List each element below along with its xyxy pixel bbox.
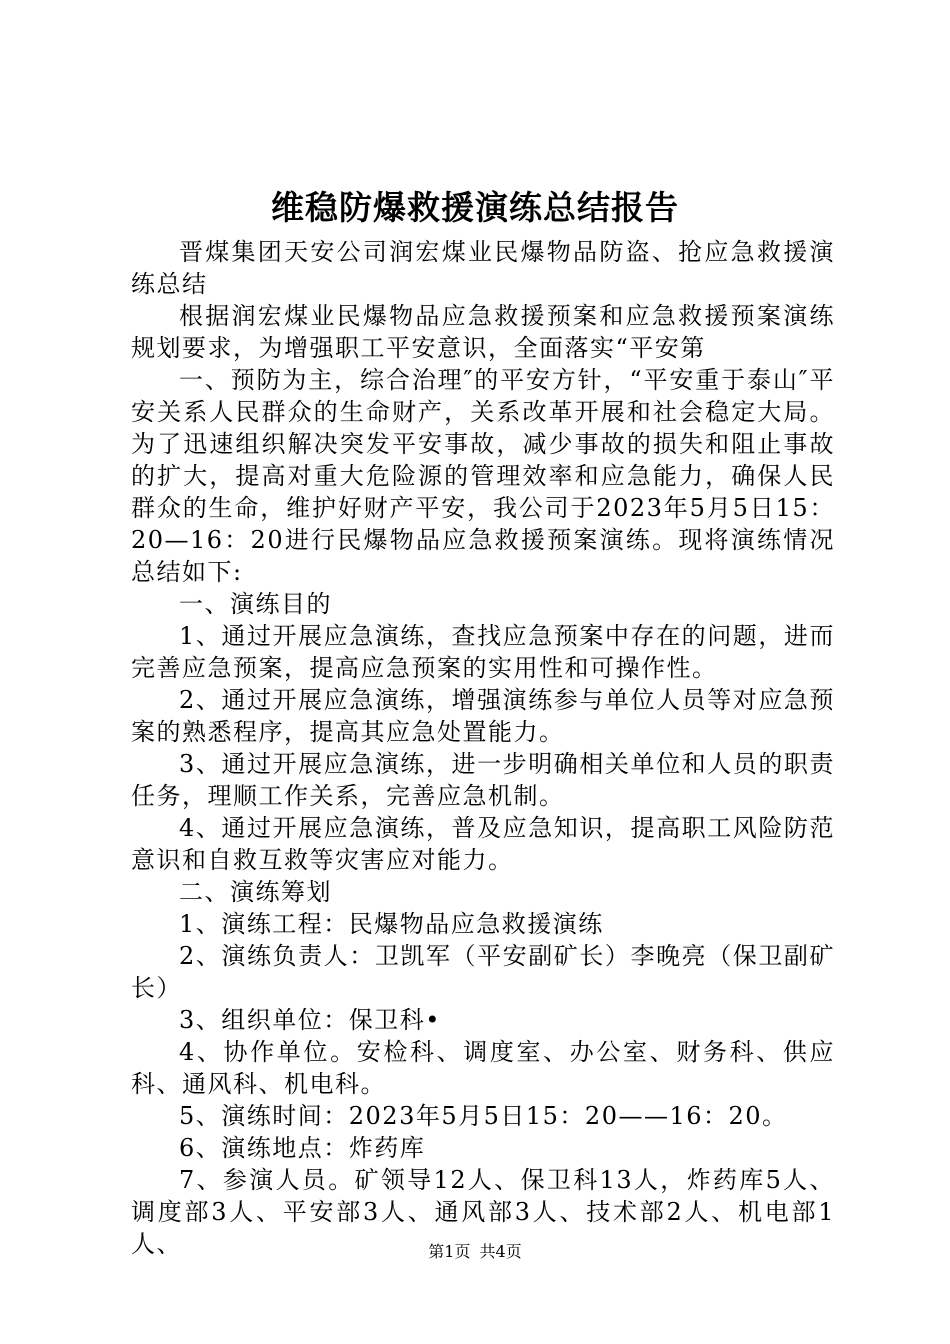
planning-item-7: 7、参演人员。矿领导12人、保卫科13人，炸药库5人、调度部3人、平安部3人、通风部3人、技术部2人、机电部1人、 [131,1166,835,1258]
page-title: 维稳防爆救援演练总结报告 [271,188,679,227]
page-footer [0,1240,950,1264]
purpose-item-1: 1、通过开展应急演练，查找应急预案中存在的问题，进而完善应急预案，提高应急预案的实用性和可操作性。 [131,622,835,682]
planning-item-6: 6、演练地点：炸药库 [179,1134,426,1162]
paragraph-basis: 根据润宏煤业民爆物品应急救援预案和应急救援预案演练规划要求，为增强职工平安意识，全面落实“平安第 [131,302,835,362]
planning-item-5: 5、演练时间：2023年5月5日15：20——16：20。 [179,1102,788,1130]
planning-item-1: 1、演练工程：民爆物品应急救援演练 [179,910,604,938]
planning-item-3: 3、组织单位：保卫科• [179,1006,441,1034]
page-number: 第1页 [428,1242,471,1261]
purpose-item-2: 2、通过开展应急演练，增强演练参与单位人员等对应急预案的熟悉程序，提高其应急处置能力。 [131,686,835,746]
document-body [131,236,835,1260]
purpose-item-3: 3、通过开展应急演练，进一步明确相关单位和人员的职责任务，理顺工作关系，完善应急机制。 [131,750,835,810]
paragraph-intro: 晋煤集团天安公司润宏煤业民爆物品防盗、抢应急救援演练总结 [131,238,835,298]
section-heading-purpose: 一、演练目的 [179,590,332,618]
section-heading-planning: 二、演练筹划 [179,878,332,906]
planning-item-2: 2、演练负责人：卫凯军（平安副矿长）李晚亮（保卫副矿长） [131,942,835,1002]
planning-item-4: 4、协作单位。安检科、调度室、办公室、财务科、供应科、通风科、机电科。 [131,1038,835,1098]
page-total: 共4页 [479,1242,522,1261]
paragraph-background: 一、预防为主，综合治理″的平安方针，“平安重于泰山″平安关系人民群众的生命财产，关系改革开展和社会稳定大局。为了迅速组织解决突发平安事故，减少事故的损失和阻止事故的扩大，提高对重大危险源的管理效率和应急能力，确保人民群众的生命，维护好财产平安，我公司于2023年5月5日15：20—16：20进行民爆物品应急救援预案演练。现将演练情况总结如下: [131,366,835,586]
purpose-item-4: 4、通过开展应急演练，普及应急知识，提高职工风险防范意识和自救互救等灾害应对能力。 [131,814,835,874]
